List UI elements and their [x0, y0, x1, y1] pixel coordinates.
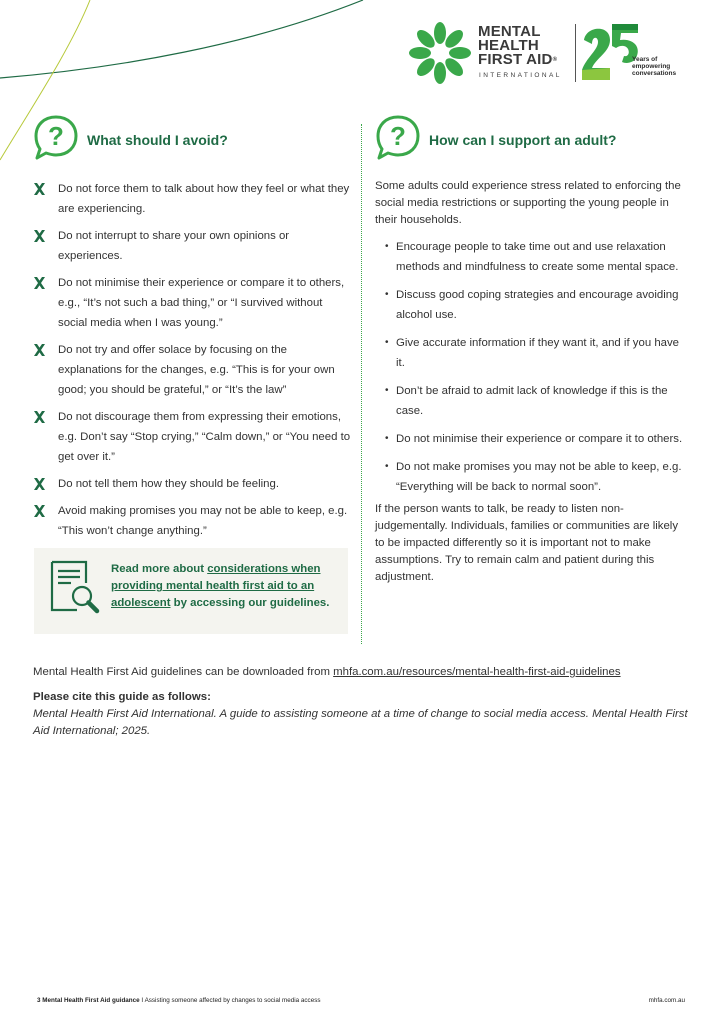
bullet-icon: •	[385, 385, 389, 396]
list-item: • Encourage people to take time out and use relaxation methods and mindfulness to create some mental space.	[385, 237, 690, 277]
cross-icon	[33, 277, 46, 289]
document-search-icon	[49, 559, 103, 614]
page-footer	[37, 997, 685, 1004]
list-item: • Give accurate information if they want it, and if you have it.	[385, 333, 690, 373]
column-divider	[361, 124, 362, 644]
references-block	[33, 663, 693, 740]
download-line: Mental Health First Aid guidelines can be downloaded from mhfa.com.au/resources/mental-health-first-aid-guidelines	[33, 666, 621, 678]
list-item: Do not tell them how they should be feeling.	[33, 474, 351, 494]
bullet-icon: •	[385, 433, 389, 444]
footer-site: mhfa.com.au	[648, 997, 685, 1004]
list-item: • Do not make promises you may not be able to keep, e.g. “Everything will be back to normal soon”.	[385, 457, 690, 497]
cross-icon	[33, 505, 46, 517]
list-item: Do not discourage them from expressing their emotions, e.g. Don’t say “Stop crying,” “Calm down,” or “You need to get over it.”	[33, 407, 351, 467]
citation-text: Mental Health First Aid International. A guide to assisting someone at a time of change to social media access. Mental Health First Aid International; 2025.	[33, 708, 688, 737]
support-section-title: How can I support an adult?	[429, 131, 617, 148]
support-list	[375, 237, 690, 497]
list-item: • Discuss good coping strategies and encourage avoiding alcohol use.	[385, 285, 690, 325]
list-item: Do not force them to talk about how they feel or what they are experiencing.	[33, 179, 351, 219]
25-years-badge-icon	[580, 22, 640, 84]
guidelines-tip-box	[34, 548, 348, 634]
list-item: • Do not minimise their experience or compare it to others.	[385, 429, 690, 449]
bullet-icon: •	[385, 241, 389, 252]
logo-subtitle: INTERNATIONAL	[479, 72, 562, 79]
avoid-section-header	[33, 114, 351, 162]
cross-icon	[33, 478, 46, 490]
anniversary-tagline: Years of empowering conversations	[632, 56, 677, 77]
list-item: • Don’t be afraid to admit lack of knowledge if this is the case.	[385, 381, 690, 421]
cross-icon	[33, 230, 46, 242]
citation-heading: Please cite this guide as follows:	[33, 691, 211, 703]
support-section-header	[375, 114, 690, 162]
list-item: Do not try and offer solace by focusing on the explanations for the changes, e.g. “This is for your own good; you should be grateful,” or “It’s the law”	[33, 340, 351, 400]
list-item: Do not minimise their experience or compare it to others, e.g., “It’s not such a bad thing,” or “I survived without social media when I was young.”	[33, 273, 351, 333]
support-intro: Some adults could experience stress related to enforcing the social media restrictions or supporting the young people in their households.	[375, 180, 681, 226]
logo-divider	[575, 24, 576, 82]
mhfa-logo	[408, 22, 693, 84]
guidelines-download-link[interactable]: mhfa.com.au/resources/mental-health-first-aid-guidelines	[333, 666, 621, 678]
cross-icon	[33, 183, 46, 195]
avoid-section-title: What should I avoid?	[87, 131, 228, 148]
support-adult-section	[375, 114, 690, 586]
avoid-list	[33, 179, 351, 541]
support-outro: If the person wants to talk, be ready to listen non-judgementally. Individuals, families or communities are likely to be impacted differently so it is important not to make assumptions. Try to remain calm and patient during this adjustment.	[375, 503, 679, 583]
question-speech-bubble-icon	[375, 114, 421, 162]
cross-icon	[33, 411, 46, 423]
tip-text: Read more about considerations when providing mental health first aid to an adolescent by accessing our guidelines.	[111, 563, 330, 609]
question-speech-bubble-icon	[33, 114, 79, 162]
flower-logo-icon	[408, 22, 472, 84]
bullet-icon: •	[385, 461, 389, 472]
avoid-section	[33, 114, 351, 634]
bullet-icon: •	[385, 337, 389, 348]
bullet-icon: •	[385, 289, 389, 300]
cross-icon	[33, 344, 46, 356]
page-number: 3	[37, 997, 41, 1004]
svg-text:?: ?	[390, 121, 406, 151]
adolescent-guidelines-link[interactable]: considerations when providing mental health first aid to an adolescent	[111, 563, 321, 609]
svg-text:?: ?	[48, 121, 64, 151]
footer-doc-info: 3 Mental Health First Aid guidance I Assisting someone affected by changes to social media access	[37, 997, 321, 1004]
list-item: Avoid making promises you may not be able to keep, e.g. “This won’t change anything.”	[33, 501, 351, 541]
logo-wordmark: MENTAL HEALTH FIRST AID®	[478, 23, 558, 68]
list-item: Do not interrupt to share your own opinions or experiences.	[33, 226, 351, 266]
